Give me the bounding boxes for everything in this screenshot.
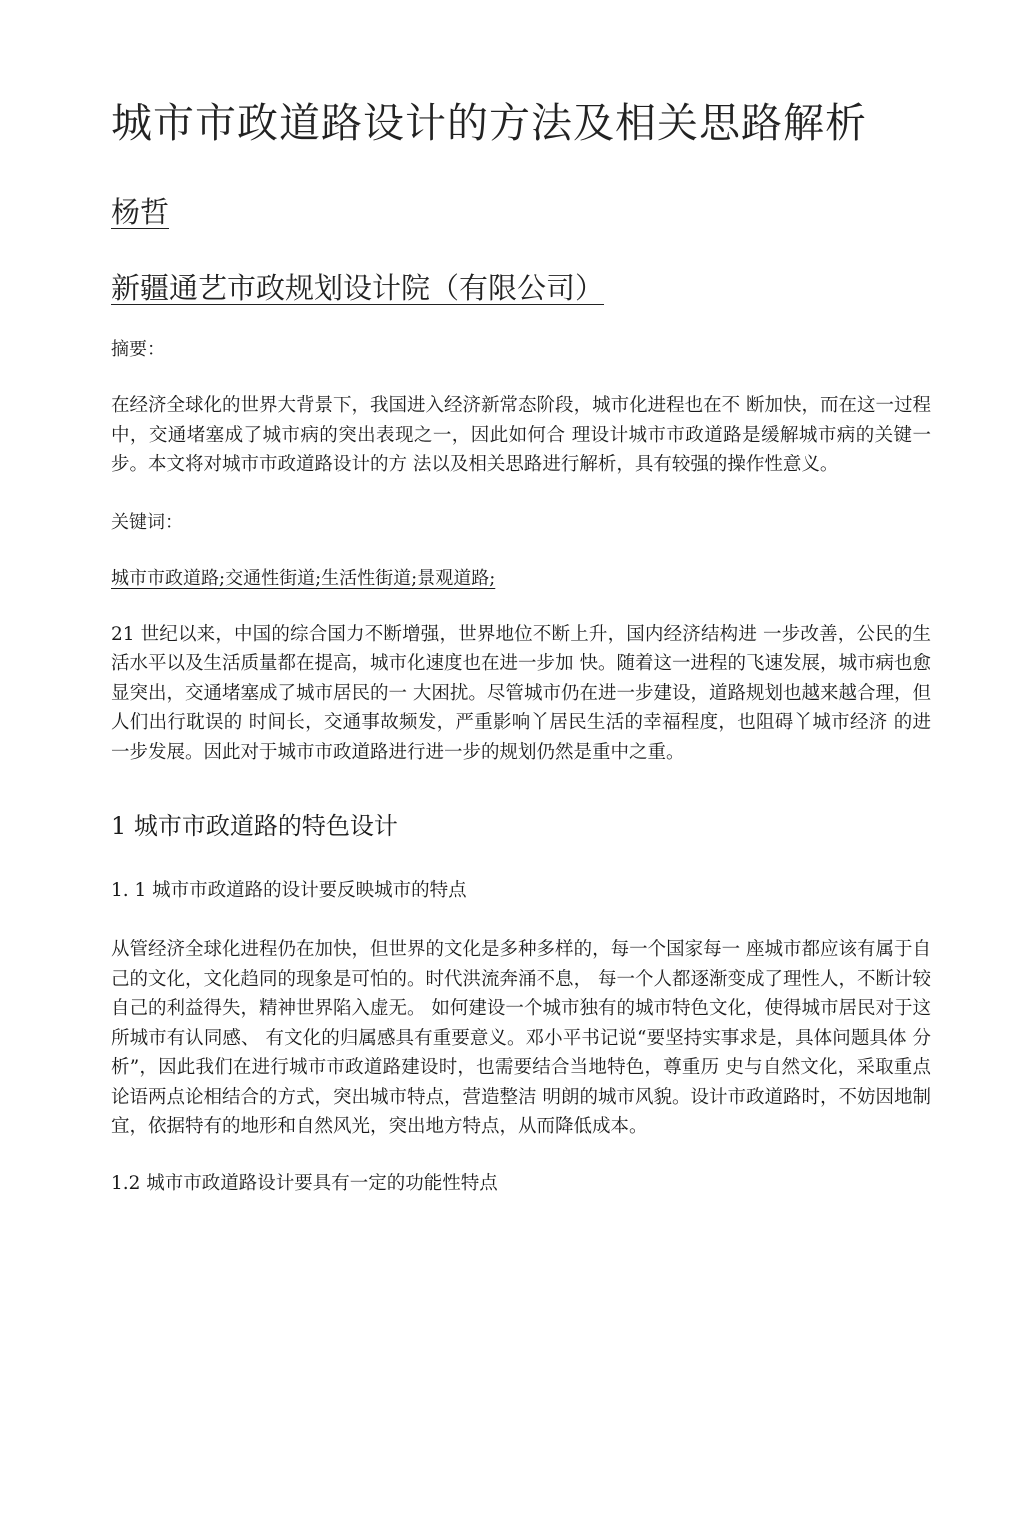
section-1-heading: 1 城市市政道路的特色设计 (111, 812, 398, 840)
keywords-text: 城市市政道路;交通性街道;生活性街道;景观道路; (111, 567, 496, 589)
author-name (111, 193, 931, 231)
document-page (111, 95, 931, 1198)
keywords (111, 566, 931, 592)
keywords-label: 关键词： (111, 511, 183, 533)
section-1-1-paragraph: 从管经济全球化进程仍在加快，但世界的文化是多种多样的，每一个国家每一 座城市都应该有属于自己的文化，文化趋同的现象是可怕的。时代洪流奔涌不息， 每一个人都逐渐变成了理性人，不断计较自己的利益得失，精神世界陷入虚无。 如何建设一个城市独有的城市特色文化，使得城市居民对于这所城市有认同感、 有文化的归属感具有重要意义。邓小平书记说“要坚持实事求是，具体问题具体 分析”，因此我们在进行城市市政道路建设时，也需要结合当地特色，尊重历 史与自然文化，采取重点论语两点论相结合的方式，突出城市特点，营造整洁 明朗的城市风貌。设计市政道路时，不妨因地制宜，依据特有的地形和自然风光，突出地方特点，从而降低成本。 (111, 939, 931, 1137)
intro-paragraph: 21 世纪以来，中国的综合国力不断增强，世界地位不断上升，国内经济结构进 一步改善，公民的生活水平以及生活质量都在提高，城市化速度也在进一步加 快。随着这一进程的飞速发展，城市病也愈显突出，交通堵塞成了城市居民的一 大困扰。尽管城市仍在进一步建设，道路规划也越来越合理，但人们出行耽误的 时间长，交通事故频发，严重影响丫居民生活的幸福程度，也阻碍丫城市经济 的进一步发展。因此对于城市市政道路进行进一步的规划仍然是重中之重。 (111, 623, 931, 763)
abstract-text: 在经济全球化的世界大背景下，我国进入经济新常态阶段，城市化进程也在不 断加快，而在这一过程中，交通堵塞成了城市病的突出表现之一，因此如何合 理设计城市市政道路是缓解城市病的关键一步。本文将对城市市政道路设计的方 法以及相关思路进行解析，具有较强的操作性意义。 (111, 395, 931, 475)
affiliation-text: 新疆通艺市政规划设计院（有限公司） (111, 271, 605, 305)
author-name-text: 杨哲 (111, 195, 170, 229)
section-1-2-heading: 1.2 城市市政道路设计要具有一定的功能性特点 (111, 1172, 498, 1194)
abstract-label: 摘要： (111, 339, 165, 360)
section-1-1-heading: 1. 1 城市市政道路的设计要反映城市的特点 (111, 880, 467, 901)
author-affiliation (111, 269, 931, 307)
document-title: 城市市政道路设计的方法及相关思路解析 (111, 99, 867, 147)
